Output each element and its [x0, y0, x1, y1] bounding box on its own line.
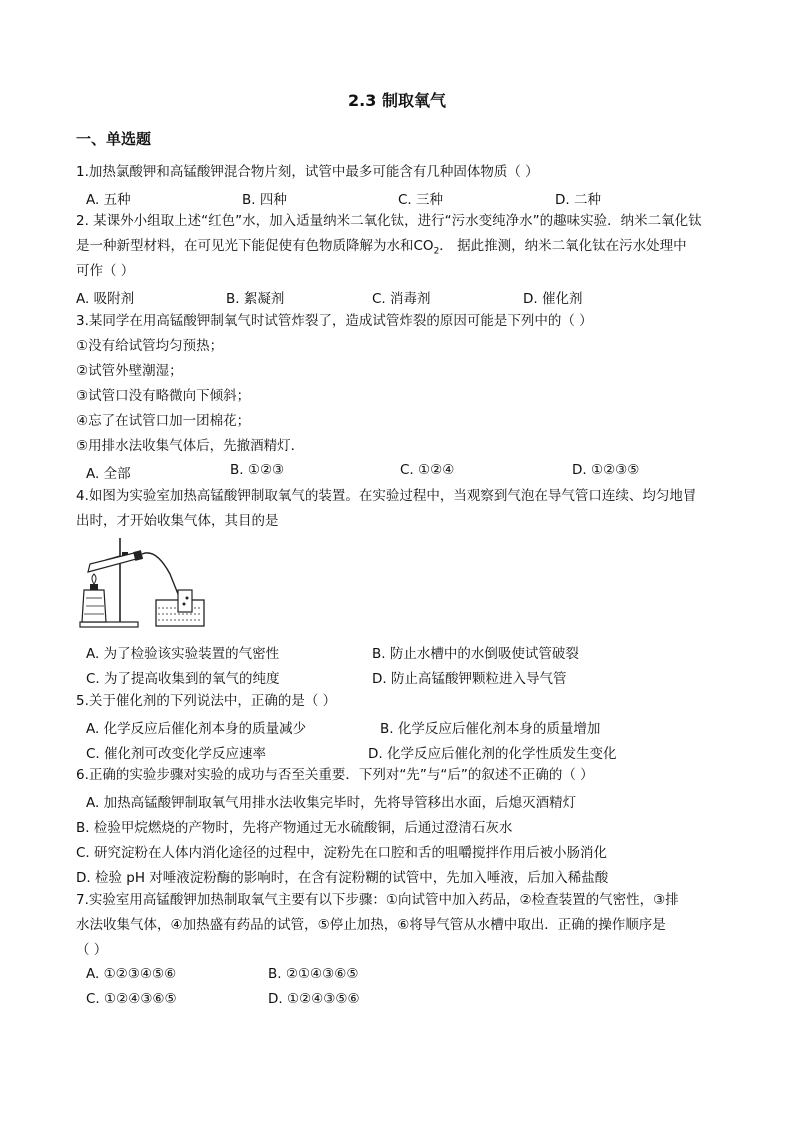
question-7-line-3: （ ）: [76, 942, 108, 958]
question-2-option-c[interactable]: C. 消毒剂: [372, 291, 431, 307]
question-7-line-2: 水法收集气体，④加热盛有药品的试管，⑤停止加热，⑥将导气管从水槽中取出．正确的操作顺序是: [76, 917, 666, 933]
question-7-option-a[interactable]: A. ①②③④⑤⑥: [86, 966, 177, 982]
question-6-option-a[interactable]: A. 加热高锰酸钾制取氧气用排水法收集完毕时，先将导管移出水面，后熄灭酒精灯: [86, 795, 577, 811]
question-2-line-2-text: 是一种新型材料，在可见光下能促使有色物质降解为水和CO: [76, 238, 434, 254]
question-4-option-a[interactable]: A. 为了检验该实验装置的气密性: [86, 646, 280, 662]
question-1-option-d[interactable]: D. 二种: [555, 192, 601, 208]
question-3-item: ⑤用排水法收集气体后，先撤酒精灯．: [76, 438, 305, 454]
question-3-item: ①没有给试管均匀预热；: [76, 338, 224, 354]
question-5-option-d[interactable]: D. 化学反应后催化剂的化学性质发生变化: [368, 746, 617, 762]
section-heading: 一、单选题: [76, 130, 152, 148]
question-3-option-d[interactable]: D. ①②③⑤: [572, 462, 640, 478]
question-2-line-3: 可作（ ）: [76, 263, 135, 279]
question-3-item: ④忘了在试管口加一团棉花；: [76, 413, 251, 429]
question-1-stem: 1.加热氯酸钾和高锰酸钾混合物片刻，试管中最多可能含有几种固体物质（ ）: [76, 164, 539, 180]
oxygen-apparatus-figure: [78, 534, 206, 630]
question-1-option-b[interactable]: B. 四种: [242, 192, 287, 208]
question-2-option-d[interactable]: D. 催化剂: [523, 291, 583, 307]
question-3-option-c[interactable]: C. ①②④: [400, 462, 455, 478]
document-title: 2.3 制取氧气: [348, 91, 446, 110]
question-6-option-b[interactable]: B. 检验甲烷燃烧的产物时，先将产物通过无水硫酸铜，后通过澄清石灰水: [76, 820, 513, 836]
question-2-line-2-tail: ． 据此推测，纳米二氧化钛在污水处理中: [439, 238, 687, 254]
question-6-option-c[interactable]: C. 研究淀粉在人体内消化途径的过程中，淀粉先在口腔和舌的咀嚼搅拌作用后被小肠消化: [76, 845, 608, 861]
question-4-line-1: 4.如图为实验室加热高锰酸钾制取氧气的装置。在实验过程中，当观察到气泡在导气管口连续、均匀地冒: [76, 488, 697, 504]
question-6-stem: 6.正确的实验步骤对实验的成功与否至关重要．下列对“先”与“后”的叙述不正确的（ ）: [76, 767, 594, 783]
question-7-option-c[interactable]: C. ①②④③⑥⑤: [86, 991, 177, 1007]
question-3-option-b[interactable]: B. ①②③: [230, 462, 285, 478]
question-4-option-d[interactable]: D. 防止高锰酸钾颗粒进入导气管: [372, 671, 567, 687]
question-3-item: ②试管外壁潮湿；: [76, 363, 183, 379]
co2-subscript: 2: [433, 246, 440, 257]
question-3-option-a[interactable]: A. 全部: [86, 466, 131, 482]
question-5-stem: 5.关于催化剂的下列说法中，正确的是（ ）: [76, 693, 337, 709]
question-2-line-2: [76, 237, 687, 261]
question-2-option-b[interactable]: B. 絮凝剂: [226, 291, 285, 307]
question-4-option-c[interactable]: C. 为了提高收集到的氧气的纯度: [86, 671, 280, 687]
question-1-option-a[interactable]: A. 五种: [86, 192, 131, 208]
question-4-line-2: 出时，才开始收集气体，其目的是: [76, 513, 279, 529]
question-6-option-d[interactable]: D. 检验 pH 对唾液淀粉酶的影响时，在含有淀粉糊的试管中，先加入唾液，后加入稀盐酸: [76, 870, 609, 886]
question-2-option-a[interactable]: A. 吸附剂: [76, 291, 135, 307]
question-3-stem: 3.某同学在用高锰酸钾制氧气时试管炸裂了，造成试管炸裂的原因可能是下列中的（ ）: [76, 313, 593, 329]
question-1-option-c[interactable]: C. 三种: [398, 192, 444, 208]
question-5-option-a[interactable]: A. 化学反应后催化剂本身的质量减少: [86, 721, 307, 737]
question-5-option-b[interactable]: B. 化学反应后催化剂本身的质量增加: [380, 721, 601, 737]
question-7-option-b[interactable]: B. ②①④③⑥⑤: [268, 966, 359, 982]
question-2-line-1: 2. 某课外小组取上述“红色”水，加入适量纳米二氧化钛，进行“污水变纯净水”的趣味实验．纳米二氧化钛: [76, 213, 702, 229]
question-7-line-1: 7.实验室用高锰酸钾加热制取氧气主要有以下步骤：①向试管中加入药品，②检查装置的气密性，③排: [76, 892, 679, 908]
question-7-option-d[interactable]: D. ①②④③⑤⑥: [268, 991, 360, 1007]
question-4-option-b[interactable]: B. 防止水槽中的水倒吸使试管破裂: [372, 646, 579, 662]
question-5-option-c[interactable]: C. 催化剂可改变化学反应速率: [86, 746, 267, 762]
question-3-item: ③试管口没有略微向下倾斜；: [76, 388, 251, 404]
